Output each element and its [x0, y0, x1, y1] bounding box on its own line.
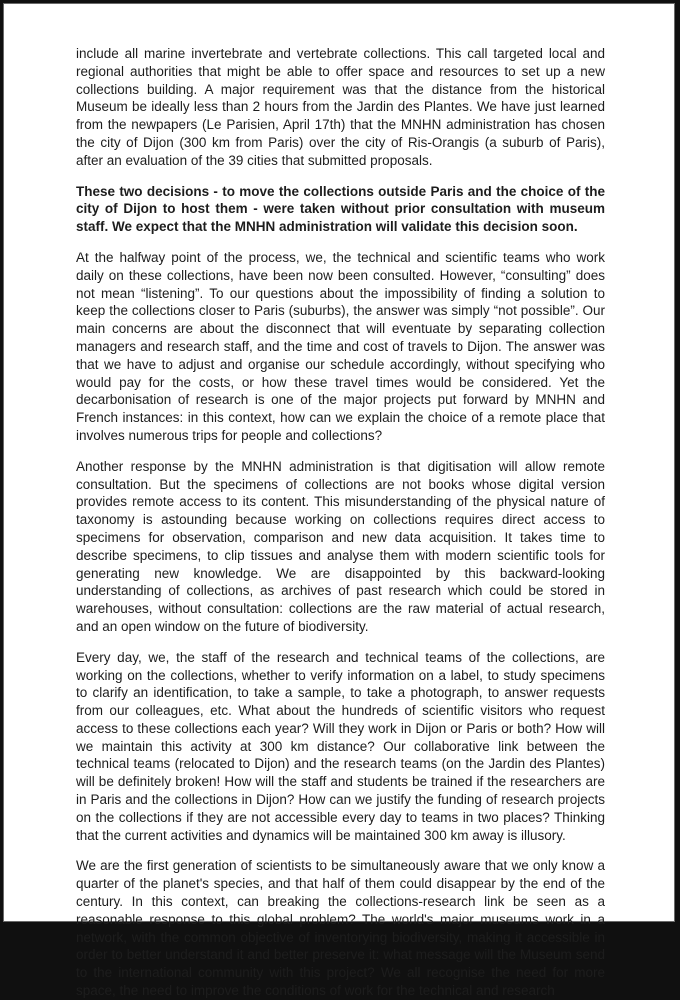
document-page: [3, 3, 675, 999]
document-content: [3, 3, 675, 999]
paragraph-5: Every day, we, the staff of the research and technical teams of the collections, are working on the collections, whether to verify information on a label, to study specimens to clarify an identification, to take a sample, to take a photograph, to answer requests from our colleagues, etc. What about the hundreds of scientific visitors who request access to these collections each year? Will they work in Dijon or Paris or both? How will we maintain this activity at 300 km distance? Our collaborative link between the technical teams (relocated to Dijon) and the research teams (on the Jardin des Plantes) will be definitely broken! How will the staff and students be trained if the researchers are in Paris and the collections in Dijon? How can we justify the funding of research projects on the collections if they are not accessible every day to teams in two places? Thinking that the current activities and dynamics will be maintained 300 km away is illusory.: [76, 649, 605, 843]
paragraph-1: include all marine invertebrate and vertebrate collections. This call targeted local and regional authorities that might be able to offer space and resources to set up a new collections building. A major requirement was that the distance from the historical Museum be ideally less than 2 hours from the Jardin des Plantes. We have just learned from the newpapers (Le Parisien, April 17th) that the MNHN administration has chosen the city of Dijon (300 km from Paris) over the city of Ris-Orangis (a suburb of Paris), after an evaluation of the 39 cities that submitted proposals.: [76, 46, 605, 168]
paragraph-6: We are the first generation of scientists to be simultaneously aware that we only know a quarter of the planet's species, and that half of them could disappear by the end of the century. In this context, can breaking the collections-research link be seen as a reasonable response to this global problem? The world's major museums work in a network, with the common objective of inventorying biodiversity, making it accessible in order to better understand it and better preserve it: what message will the Museum send to the international community with this project? We all recognise the need for more space, the need to improve the conditions of work for the technical and research: [76, 858, 605, 999]
paragraph-4: Another response by the MNHN administration is that digitisation will allow remote consultation. But the specimens of collections are not books whose digital version provides remote access to its content. This misunderstanding of the physical nature of taxonomy is astounding because working on collections requires direct access to specimens for observation, comparison and new data acquisition. It takes time to describe specimens, to clip tissues and analyse them with modern scientific tools for generating new knowledge. We are disappointed by this backward-looking understanding of collections, as archives of past research which could be stored in warehouses, without consultation: collections are the raw material of actual research, and an open window on the future of biodiversity.: [76, 458, 605, 634]
paragraph-2-bold: These two decisions - to move the collections outside Paris and the choice of the city of Dijon to host them - were taken without prior consultation with museum staff. We expect that the MNHN administration will validate this decision soon.: [76, 183, 605, 235]
paragraph-3: At the halfway point of the process, we, the technical and scientific teams who work daily on these collections, have been now been consulted. However, “consulting” does not mean “listening”. To our questions about the impossibility of finding a solution to keep the collections closer to Paris (suburbs), the answer was simply “not possible”. Our main concerns are about the disconnect that will eventuate by separating collection managers and research staff, and the time and cost of travels to Dijon. The answer was that we have to adjust and organise our schedule accordingly, without specifying who would pay for the costs, or how these travel times would be considered. Yet the decarbonisation of research is one of the major projects put forward by MNHN and French instances: in this context, how can we explain the choice of a remote place that involves numerous trips for people and collections?: [76, 249, 605, 443]
